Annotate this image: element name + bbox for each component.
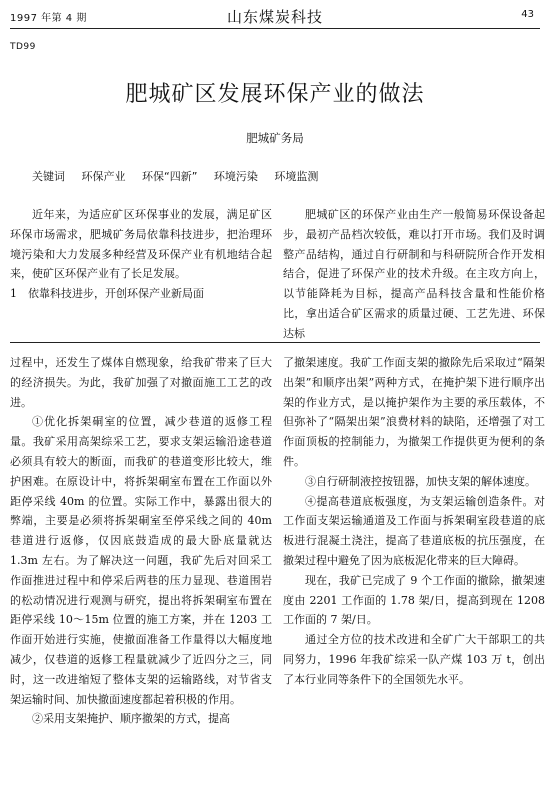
running-header	[10, 6, 540, 29]
intro-column-left	[10, 205, 272, 304]
article-title: 肥城矿区发展环保产业的做法	[125, 81, 425, 107]
section-divider	[10, 342, 540, 343]
issue-label: 1997 年第 4 期	[10, 13, 87, 24]
body-column-right	[283, 353, 545, 690]
paragraph: 近年来，为适应矿区环保事业的发展，满足矿区环保市场需求，肥城矿务局依靠科技进步，把治理环境污染和大力发展多种经营及环保产业有机地结合起来，使矿区环保产业有了长足发展。	[10, 208, 272, 281]
journal-name: 山东煤炭科技	[226, 8, 323, 26]
keyword: 环境污染	[213, 170, 258, 183]
paragraph: ②采用支架掩护、顺序撤架的方式，提高	[32, 712, 230, 726]
body-column-left	[10, 353, 272, 729]
paragraph: 通过全方位的技术改进和全矿广大干部职工的共同努力，1996 年我矿综采一队产煤 103 万 t，创出了本行业同等条件下的全国领先水平。	[283, 633, 545, 686]
paragraph: ①优化拆架硐室的位置，减少巷道的返修工程量。我矿采用高架综采工艺，要求支架运输沿途巷道必须具有较大的断面，而我矿的巷道变形比较大，维护困难。在原设计中，将拆架硐室布置在工作面以外距停采线 40m 的位置。实际工作中，暴露出很大的弊端，主要是必须将拆架硐室至停采线之间的 40m 巷道进行返修，仅因底鼓造成的最大卧底量就达 1.3m 左右。为了解决这一问题，我矿先后对回采工作面推进过程中和停采后两巷的压力显现、巷道围岩的松动情况进行观测与研究，提出将拆架硐室布置在距停采线 10～15m 位置的施工方案，并在 1203 工作面开始进行实施，使撤面准备工作量得以大幅度地减少，仅巷道的返修工程量就减少了近四分之三，同时，这一改进缩短了整体支架的运输路线，对节省支架运输时间、加快撤面速度都起着积极的作用。	[10, 415, 272, 706]
keywords-line	[32, 168, 331, 184]
page-number: 43	[521, 9, 534, 20]
keywords-label: 关键词	[32, 170, 65, 183]
paragraph: 现在，我矿已完成了 9 个工作面的撤除，撤架速度由 2201 工作面的 1.78 架/日，提高到现在 1208 工作面的 7 架/日。	[283, 573, 545, 627]
article-author: 肥城矿务局	[246, 131, 304, 145]
section-heading: 1 依靠科技进步，开创环保产业新局面	[10, 287, 204, 301]
paragraph: 了撤架速度。我矿工作面支架的撤除先后采取过“隔架出架”和顺序出架”两种方式，在掩护架下进行顺序出架的作业方式，是以掩护架作为主要的承压载体，不但弥补了“隔架出架”浪费材料的缺陷，还增强了对工作面顶板的控制能力，为撤架工作提供更为便利的条件。	[283, 356, 545, 468]
keyword: 环保产业	[81, 170, 126, 183]
keyword: 环保“四新”	[142, 170, 198, 183]
classification-number: TD99	[10, 42, 36, 52]
intro-column-right	[283, 205, 545, 344]
paragraph: ③自行研制液控按钮器，加快支架的解体速度。	[305, 474, 536, 488]
keyword: 环境监测	[274, 170, 319, 183]
paragraph: 肥城矿区的环保产业由生产一般简易环保设备起步，最初产品档次较低，难以打开市场。我们及时调整产品结构，通过自行研制和与科研院所合作开发相结合，促进了环保产业的技术升级。在主攻方向上，以节能降耗为目标，提高产品科技含量和性能价格比，拿出适合矿区需求的质量过硬、工艺先进、环保达标	[283, 208, 545, 340]
paragraph: ④提高巷道底板强度，为支架运输创造条件。对工作面支架运输通道及工作面与拆架硐室段巷道的底板进行混凝土浇注，提高了巷道底板的抗压强度，在撤架过程中避免了因为底板泥化带来的巨大障碍。	[283, 494, 545, 567]
paragraph: 过程中，还发生了煤体自燃现象，给我矿带来了巨大的经济损失。为此，我矿加强了对撤面施工工艺的改进。	[10, 356, 272, 409]
